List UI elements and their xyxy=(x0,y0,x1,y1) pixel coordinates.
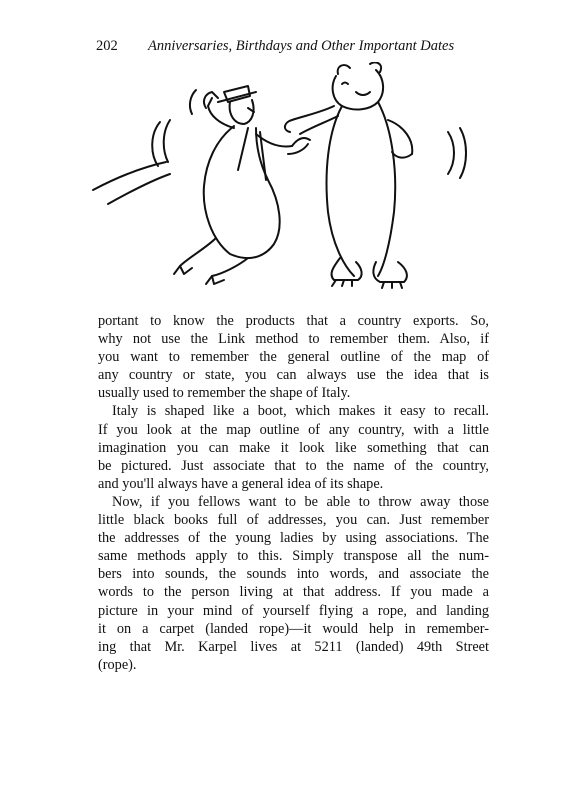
text-line: (rope). xyxy=(98,656,137,673)
cartoon-man-dancing-with-bear-icon xyxy=(88,62,478,300)
text-line: it on a carpet (landed rope)—it would help in remember- xyxy=(98,620,489,637)
text-line: bers into sounds, the sounds into words, and associate the xyxy=(98,566,489,583)
text-line: portant to know the products that a country exports. So, xyxy=(98,313,489,329)
text-line: why not use the Link method to remember them. Also, if xyxy=(98,331,489,348)
text-line: and you'll always have a general idea of its shape. xyxy=(98,475,384,492)
paragraph-1 xyxy=(98,312,489,402)
text-line: be pictured. Just associate that to the name of the country, xyxy=(98,457,489,474)
text-line: any country or state, you can always use the idea that is xyxy=(98,367,489,384)
text-line: ing that Mr. Karpel lives at 5211 (landed) 49th Street xyxy=(98,638,489,655)
text-line: imagination you can make it look like something that can xyxy=(98,439,489,456)
text-line: Italy is shaped like a boot, which makes it easy to recall. xyxy=(112,403,489,420)
page-number: 202 xyxy=(96,38,118,54)
text-line: words to the person living at that address. If you made a xyxy=(98,584,489,601)
running-title: Anniversaries, Birthdays and Other Important Dates xyxy=(148,38,455,54)
text-line: same methods apply to this. Simply transpose all the num- xyxy=(98,548,489,565)
text-line: Now, if you fellows want to be able to throw away those xyxy=(112,493,489,510)
body-text xyxy=(98,312,489,674)
text-line: usually used to remember the shape of Italy. xyxy=(98,385,351,402)
text-line: picture in your mind of yourself flying a rope, and landing xyxy=(98,602,489,619)
text-line: If you look at the map outline of any country, with a little xyxy=(98,421,489,438)
page-header xyxy=(96,38,488,58)
text-line: you want to remember the general outline of the map of xyxy=(98,349,489,366)
paragraph-2 xyxy=(98,402,489,492)
text-line: the addresses of the young ladies by using associations. The xyxy=(98,530,489,547)
paragraph-3 xyxy=(98,493,489,674)
text-line: little black books full of addresses, you can. Just remember xyxy=(98,512,489,529)
